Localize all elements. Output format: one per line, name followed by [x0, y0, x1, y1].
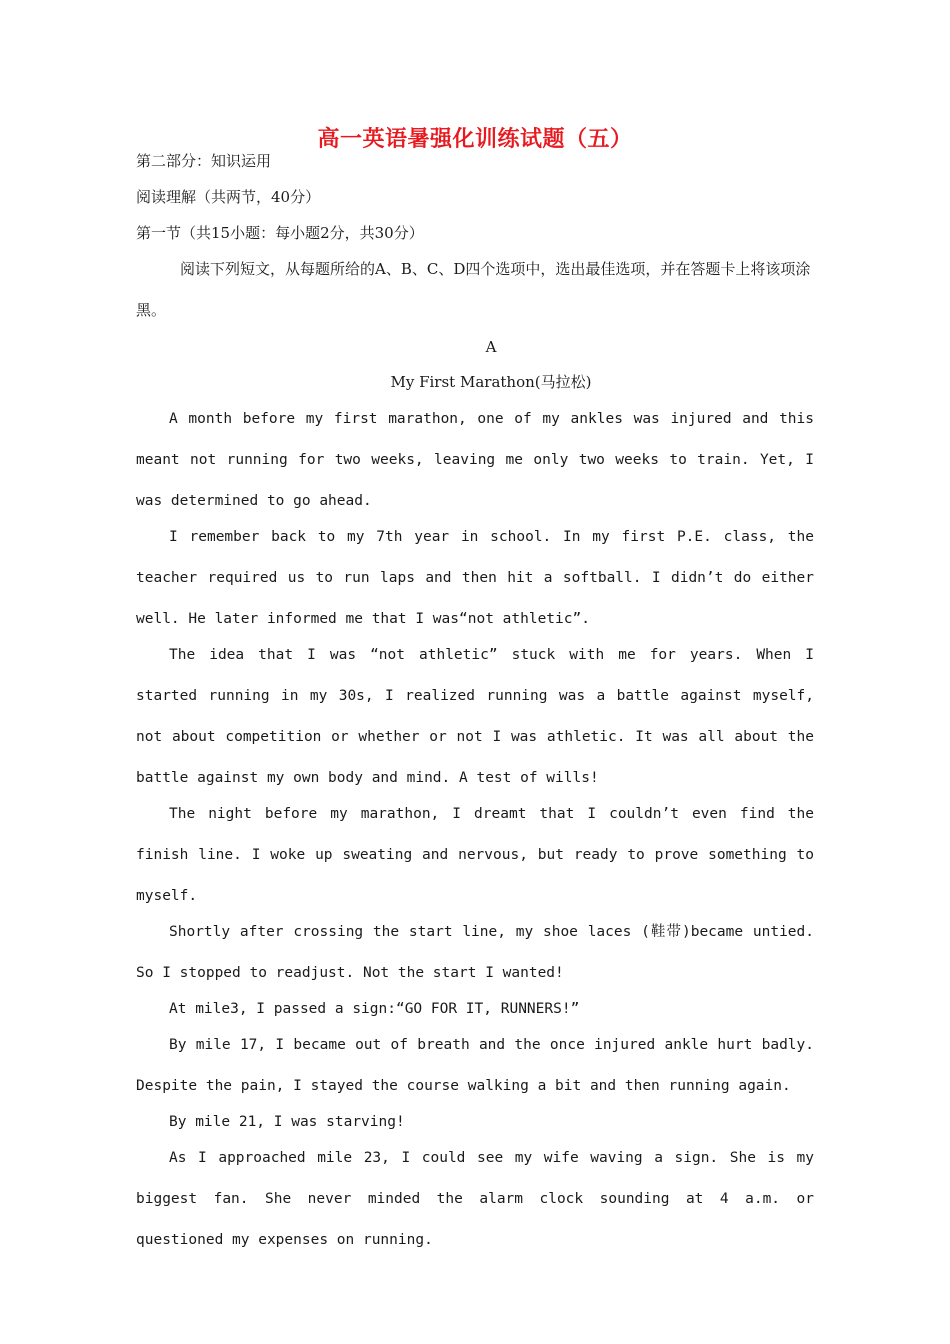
passage-title: My First Marathon(马拉松) [390, 373, 592, 391]
paragraph: At mile3, I passed a sign:“GO FOR IT, RUNNERS!” [169, 1001, 580, 1017]
paragraph: By mile 17, I became out of breath and the once injured ankle hurt badly. Despite the pain, I stayed the course walking a bit and then running again. [136, 1037, 814, 1094]
passage-body [136, 399, 814, 1256]
passage-label: A [485, 338, 497, 356]
part-heading: 第二部分：知识运用 [136, 152, 272, 170]
subsection-heading: 第一节（共15小题：每小题2分，共30分） [136, 224, 424, 242]
instruction-text: 阅读下列短文，从每题所给的A、B、C、D四个选项中，选出最佳选项，并在答题卡上将该项涂黑。 [136, 260, 811, 319]
paragraph: I remember back to my 7th year in school. In my first P.E. class, the teacher required us to run laps and then hit a softball. I didn’t do either well. He later informed me that I was“not athletic”. [136, 529, 814, 627]
paragraph: The idea that I was “not athletic” stuck with me for years. When I started running in my 30s, I realized running was a battle against myself, not about competition or whether or not I was athletic. It was all about the battle against my own body and mind. A test of wills! [136, 647, 814, 786]
paragraph: By mile 21, I was starving! [169, 1114, 405, 1130]
paragraph: The night before my marathon, I dreamt that I couldn’t even find the finish line. I woke up sweating and nervous, but ready to prove something to myself. [136, 806, 814, 904]
paragraph: As I approached mile 23, I could see my wife waving a sign. She is my biggest fan. She never minded the alarm clock sounding at 4 a.m. or questioned my expenses on running. [136, 1150, 814, 1248]
document-title: 高一英语暑强化训练试题（五） [317, 127, 633, 152]
section-heading: 阅读理解（共两节，40分） [136, 188, 321, 206]
paragraph: A month before my first marathon, one of my ankles was injured and this meant not running for two weeks, leaving me only two weeks to train. Yet, I was determined to go ahead. [136, 411, 814, 509]
paragraph: Shortly after crossing the start line, my shoe laces (鞋带)became untied. So I stopped to readjust. Not the start I wanted! [136, 924, 814, 981]
